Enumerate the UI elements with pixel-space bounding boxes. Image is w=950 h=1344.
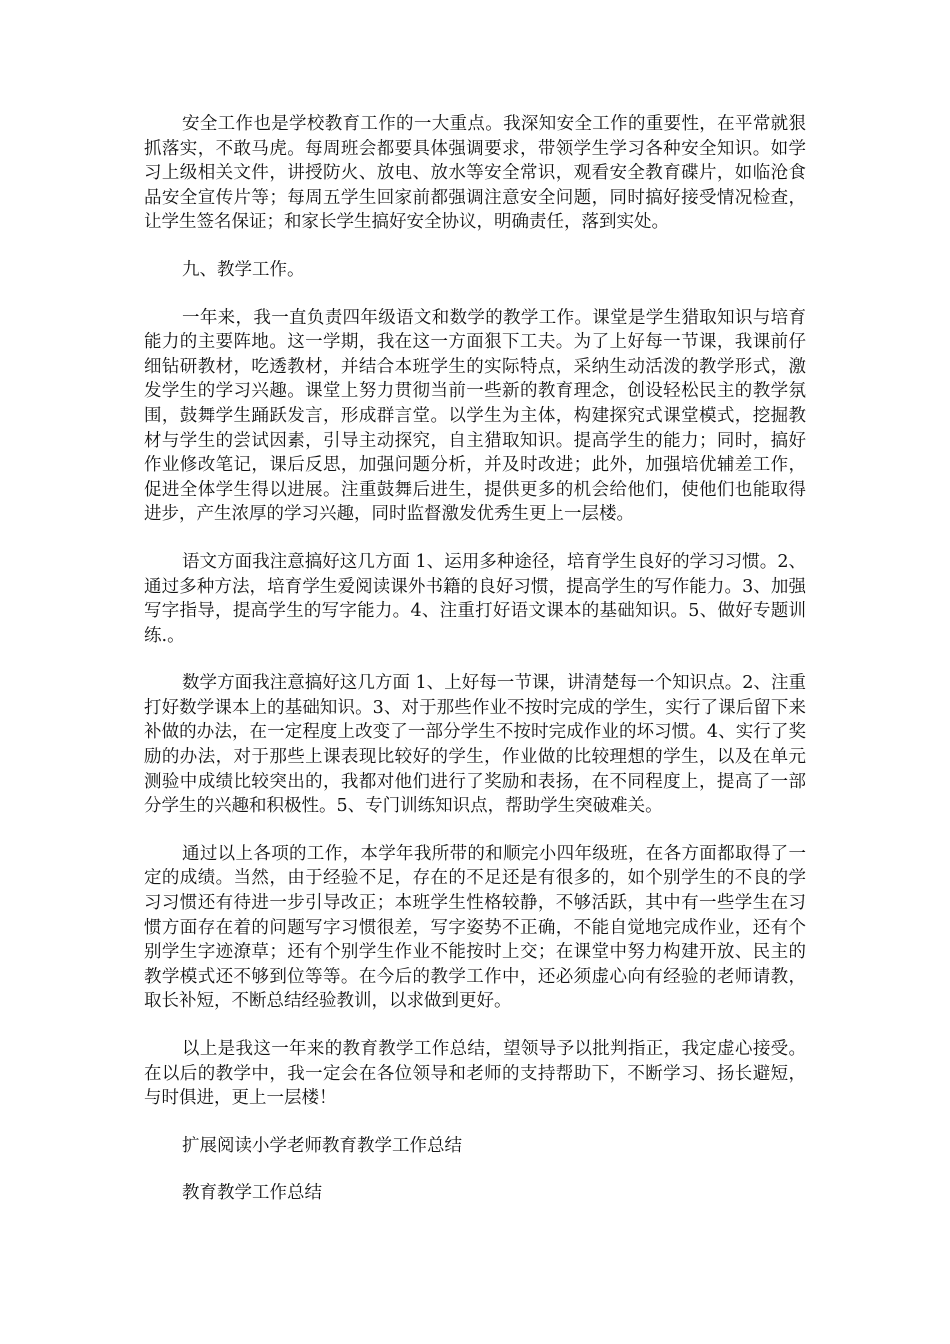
paragraph-chinese-language: 语文方面我注意搞好这几方面 1、运用多种途径，培育学生良好的学习习惯。2、通过多种方法，培育学生爱阅读课外书籍的良好习惯，提高学生的写作能力。3、加强写字指导，提高学生的写字能力。4、注重打好语文课本的基础知识。5、做好专题训练.。 <box>144 551 806 646</box>
paragraph-mathematics: 数学方面我注意搞好这几方面 1、上好每一节课，讲清楚每一个知识点。2、注重打好数学课本上的基础知识。3、对于那些作业不按时完成的学生，实行了课后留下来补做的办法，在一定程度上改变了一部分学生不按时完成作业的坏习惯。4、实行了奖励的办法，对于那些上课表现比较好的学生，作业做的比较理想的学生，以及在单元测验中成绩比较突出的，我都对他们进行了奖励和表扬，在不同程度上，提高了一部分学生的兴趣和积极性。5、专门训练知识点，帮助学生突破难关。 <box>144 673 806 817</box>
section-heading-teaching-work: 九、教学工作。 <box>182 259 305 280</box>
document-body <box>144 112 806 1229</box>
paragraph-teaching-overview: 一年来，我一直负责四年级语文和数学的教学工作。课堂是学生猎取知识与培育能力的主要阵地。这一学期，我在这一方面狠下工夫。为了上好每一节课，我课前仔细钻研教材，吃透教材，并结合本班学生的实际特点，采纳生动活泼的教学形式，激发学生的学习兴趣。课堂上努力贯彻当前一些新的教育理念，创设轻松民主的教学氛围，鼓舞学生踊跃发言，形成群言堂。以学生为主体，构建探究式课堂模式，挖掘教材与学生的尝试因素，引导主动探究，自主猎取知识。提高学生的能力；同时，搞好作业修改笔记，课后反思，加强问题分析，并及时改进；此外，加强培优辅差工作，促进全体学生得以进展。注重鼓舞后进生，提供更多的机会给他们，使他们也能取得进步，产生浓厚的学习兴趣，同时监督激发优秀生更上一层楼。 <box>144 307 806 525</box>
extended-reading-title: 扩展阅读小学老师教育教学工作总结 <box>182 1135 462 1156</box>
paragraph-conclusion: 以上是我这一年来的教育教学工作总结，望领导予以批判指正，我定虚心接受。在以后的教学中，我一定会在各位领导和老师的支持帮助下，不断学习、扬长避短，与时俱进，更上一层楼！ <box>144 1039 806 1109</box>
summary-title: 教育教学工作总结 <box>182 1183 322 1204</box>
paragraph-results-and-shortcomings: 通过以上各项的工作，本学年我所带的和顺完小四年级班，在各方面都取得了一定的成绩。当然，由于经验不足，存在的不足还是有很多的，如个别学生的不良的学习习惯还有待进一步引导改正；本班学生性格较静，不够活跃，其中有一些学生在习惯方面存在着的问题写字习惯很差，写字姿势不正确，不能自觉地完成作业，还有个别学生字迹潦草；还有个别学生作业不能按时上交；在课堂中努力构建开放、民主的教学模式还不够到位等等。在今后的教学工作中，还必须虚心向有经验的老师请教，取长补短，不断总结经验教训，以求做到更好。 <box>144 843 806 1012</box>
paragraph-safety-work: 安全工作也是学校教育工作的一大重点。我深知安全工作的重要性，在平常就狠抓落实，不敢马虎。每周班会都要具体强调要求，带领学生学习各种安全知识。如学习上级相关文件，讲授防火、放电、放水等安全常识，观看安全教育碟片，如临沧食品安全宣传片等；每周五学生回家前都强调注意安全问题，同时搞好接受情况检查，让学生签名保证；和家长学生搞好安全协议，明确责任，落到实处。 <box>144 114 806 233</box>
